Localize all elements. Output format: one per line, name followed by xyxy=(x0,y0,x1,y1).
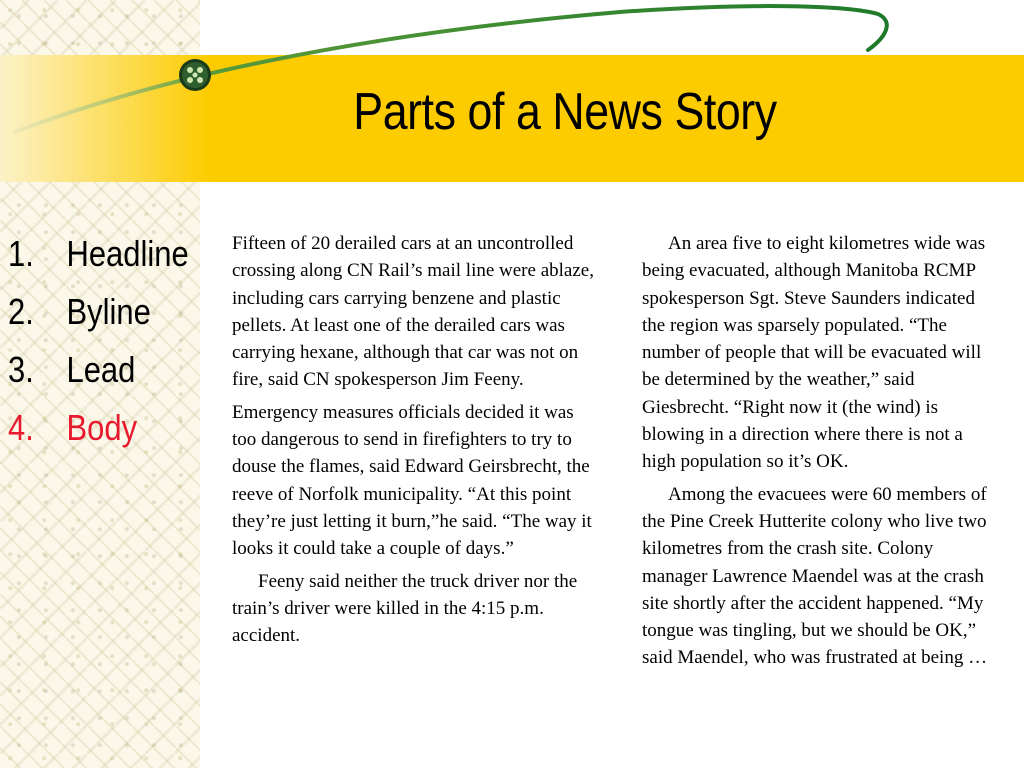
parts-item-label: Headline xyxy=(66,233,189,274)
article-paragraph: Among the evacuees were 60 members of the Pine Creek Hutterite colony who live two kilometres from the crash site. Colony manager Lawrence Maendel was at the crash site shortly after the accident happened. “My tongue was tingling, but we should be OK,” said Maendel, who was frustrated at being … xyxy=(642,483,988,669)
swoosh-knot-icon xyxy=(179,59,211,91)
article-paragraph: Fifteen of 20 derailed cars at an uncontrolled crossing along CN Rail’s mail line were ablaze, including cars carrying benzene and plastic pellets. At least one of the derailed cars was carrying hexane, although that car was not on fire, said CN spokesperson Jim Feeny. xyxy=(232,233,594,391)
article-paragraph: Feeny said neither the truck driver nor the train’s driver were killed in the 4:15 p.m. accident. xyxy=(232,570,578,647)
parts-list xyxy=(8,225,208,457)
parts-item-number: 4. xyxy=(8,407,34,448)
parts-item-label: Body xyxy=(66,407,138,448)
article-paragraph: Emergency measures officials decided it was too dangerous to send in firefighters to try to douse the flames, said Edward Geirsbrecht, the reeve of Norfolk municipality. “At this point they’re just letting it burn,”he said. “The way it looks it could take a couple of days.” xyxy=(232,401,592,560)
parts-item-number: 2. xyxy=(8,291,34,332)
parts-list-item-highlighted xyxy=(8,399,180,457)
parts-list-item xyxy=(8,225,189,283)
parts-item-number: 3. xyxy=(8,349,34,390)
parts-item-number: 1. xyxy=(8,233,34,274)
parts-list-item xyxy=(8,341,180,399)
parts-list-item xyxy=(8,283,180,341)
article-column-2 xyxy=(642,230,994,677)
article-column-1 xyxy=(232,230,602,654)
parts-item-label: Byline xyxy=(66,291,151,332)
parts-item-label: Lead xyxy=(66,349,136,390)
article-paragraph: An area five to eight kilometres wide was being evacuated, although Manitoba RCMP spokesperson Sgt. Steve Saunders indicated the region was sparsely populated. “The number of people that will be evacuated will be determined by the weather,” said Giesbrecht. “Right now it (the wind) is blowing in a direction where there is not a high population so it’s OK. xyxy=(642,233,986,473)
slide-title: Parts of a News Story xyxy=(353,83,777,141)
